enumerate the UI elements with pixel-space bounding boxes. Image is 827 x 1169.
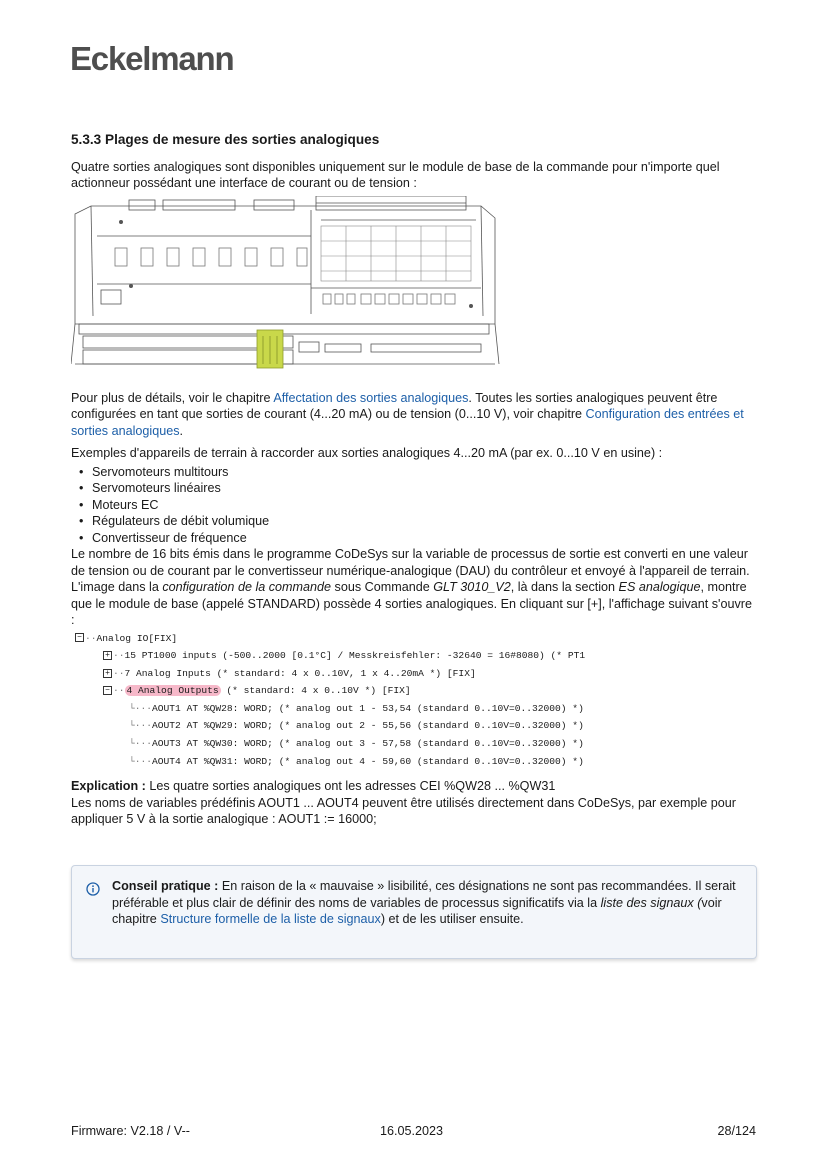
tree-leaf-aout3: └···AOUT3 AT %QW30: WORD; (* analog out 3 - 57,58 (standard 0..10V=0..32000) *) <box>129 738 584 750</box>
image-text-2: sous Commande <box>331 580 434 594</box>
analog-outputs-highlight[interactable]: 4 Analog Outputs <box>126 685 219 697</box>
details-middle: . Toutes les sorties analogiques peuvent être configurées en tant que sorties de courant (4...20 mA) ou de tension (0...10 V), voir chapitre <box>71 390 718 421</box>
image-text-italic-1: configuration de la commande <box>162 580 332 594</box>
list-item: • Servomoteurs multitours <box>92 464 757 481</box>
tree-node-label: (* standard: 4 x 0..10V *) [FIX] <box>220 685 411 697</box>
tree-leaf-aout4: └···AOUT4 AT %QW31: WORD; (* analog out 4 - 59,60 (standard 0..10V=0..32000) *) <box>129 755 584 767</box>
tree-leaf-label[interactable]: AOUT2 AT %QW29: WORD; (* analog out 2 - 55,56 (standard 0..10V=0..32000) *) <box>152 720 584 732</box>
tip-label: Conseil pratique : <box>112 879 219 893</box>
image-text-italic-2: GLT 3010_V2 <box>433 580 511 594</box>
intro-paragraph: Quatre sorties analogiques sont disponibles uniquement sur le module de base de la commande pour n'importe quel actionneur possédant une interface de courant ou de tension : <box>71 159 720 190</box>
tip-italic: liste des signaux ( <box>600 895 702 910</box>
explanation-line-2: Les noms de variables prédéfinis AOUT1 ... AOUT4 peuvent être utilisés directement dans CoDeSys, par exemple pour appliquer 5 V à la sortie analogique : AOUT1 := 16000; <box>71 795 736 827</box>
details-suffix: . <box>179 423 184 438</box>
image-text-3: , là dans la section <box>510 580 619 594</box>
collapse-icon[interactable]: − <box>75 633 84 642</box>
tree-leaf-label[interactable]: AOUT3 AT %QW30: WORD; (* analog out 3 - 57,58 (standard 0..10V=0..32000) *) <box>152 738 584 750</box>
explanation-label: Explication : <box>71 779 146 794</box>
tip-text-1: En raison de la « mauvaise » lisibilité, ces désignations ne sont pas recommandées. Il serait préférable et plus clair de définir des noms de variables de processus significatifs via la <box>112 879 736 910</box>
tree-node-label[interactable]: 7 Analog Inputs (* standard: 4 x 0..10V, 1 x 4..20mA *) [FIX] <box>124 667 476 679</box>
list-item: • Régulateurs de débit volumique <box>92 513 757 530</box>
tree-leaf-aout1: └···AOUT1 AT %QW28: WORD; (* analog out 1 - 53,54 (standard 0..10V=0..32000) *) <box>129 702 584 714</box>
controller-module-drawing <box>71 196 501 374</box>
section-title: 5.3.3 Plages de mesure des sorties analogiques <box>71 132 380 147</box>
details-paragraph <box>71 390 757 440</box>
link-configuration-es[interactable]: Configuration des entrées et sorties analogiques <box>71 407 744 438</box>
details-prefix: Pour plus de détails, voir le chapitre <box>71 390 274 405</box>
tree-leaf-label[interactable]: AOUT4 AT %QW31: WORD; (* analog out 4 - 59,60 (standard 0..10V=0..32000) *) <box>152 755 584 767</box>
tree-root: − ··Analog IO[FIX] <box>75 630 757 648</box>
tree-node-label[interactable]: 15 PT1000 inputs (-500..2000 [0.1°C] / Messkreisfehler: -32640 = 16#8080) (* PT1 <box>124 650 586 662</box>
expand-icon[interactable]: + <box>103 651 112 660</box>
list-item: • Moteurs EC <box>92 497 757 514</box>
tree-node-pt1000: + ··15 PT1000 inputs (-500..2000 [0.1°C] / Messkreisfehler: -32640 = 16#8080) (* PT1 <box>75 647 757 665</box>
link-affectation-sorties[interactable]: Affectation des sorties analogiques <box>273 390 469 405</box>
practical-tip-box <box>71 865 757 959</box>
footer-page-number: 28/124 <box>717 1124 756 1138</box>
conversion-paragraph: Le nombre de 16 bits émis dans le programme CoDeSys sur la variable de processus de sortie est converti en une valeur de tension ou de courant par le convertisseur numérique-analogique (DAU) du contrôleur et envoyé à l'appareil de terrain. <box>71 547 750 578</box>
info-icon <box>86 882 100 896</box>
tree-node-analog-outputs: − ·· 4 Analog Outputs (* standard: 4 x 0..10V *) [FIX] <box>75 682 757 700</box>
tree-leaf-label[interactable]: AOUT1 AT %QW28: WORD; (* analog out 1 - 53,54 (standard 0..10V=0..32000) *) <box>152 702 584 714</box>
eckelmann-logo: Eckelmann <box>70 40 234 77</box>
examples-intro: Exemples d'appareils de terrain à raccorder aux sorties analogiques 4...20 mA (par ex. 0...10 V en usine) : <box>71 446 663 460</box>
explanation-line <box>71 778 757 795</box>
tree-leaf-aout2: └···AOUT2 AT %QW29: WORD; (* analog out 2 - 55,56 (standard 0..10V=0..32000) *) <box>129 720 584 732</box>
image-text-4: , montre que le module de base (appelé STANDARD) possède 4 sorties analogiques. En cliquant sur [+], l'affichage suivant s'ouvre : <box>71 580 752 627</box>
tree-node-analog-inputs: + ··7 Analog Inputs (* standard: 4 x 0..10V, 1 x 4..20mA *) [FIX] <box>75 665 757 683</box>
list-item: • Servomoteurs linéaires <box>92 480 757 497</box>
analog-io-tree <box>75 630 757 771</box>
tip-text-3: ) et de les utiliser ensuite. <box>380 912 524 926</box>
image-description <box>71 579 757 629</box>
list-item: • Convertisseur de fréquence <box>92 530 757 547</box>
examples-list <box>71 464 757 547</box>
tip-text-2: voir chapitre <box>112 895 722 926</box>
footer-date: 16.05.2023 <box>380 1124 444 1138</box>
collapse-icon[interactable]: − <box>103 686 112 695</box>
image-text-italic-3: ES analogique <box>618 580 701 594</box>
tree-root-label[interactable]: Analog IO[FIX] <box>96 632 178 644</box>
link-structure-liste-signaux[interactable]: Structure formelle de la liste de signaux <box>160 912 381 926</box>
footer-firmware: Firmware: V2.18 / V-- <box>71 1124 190 1138</box>
expand-icon[interactable]: + <box>103 669 112 678</box>
main-content <box>71 132 757 828</box>
tip-text <box>112 878 742 928</box>
image-text-1: L'image dans la <box>71 580 163 594</box>
explanation-text: Les quatre sorties analogiques ont les adresses CEI %QW28 ... %QW31 <box>145 779 556 794</box>
